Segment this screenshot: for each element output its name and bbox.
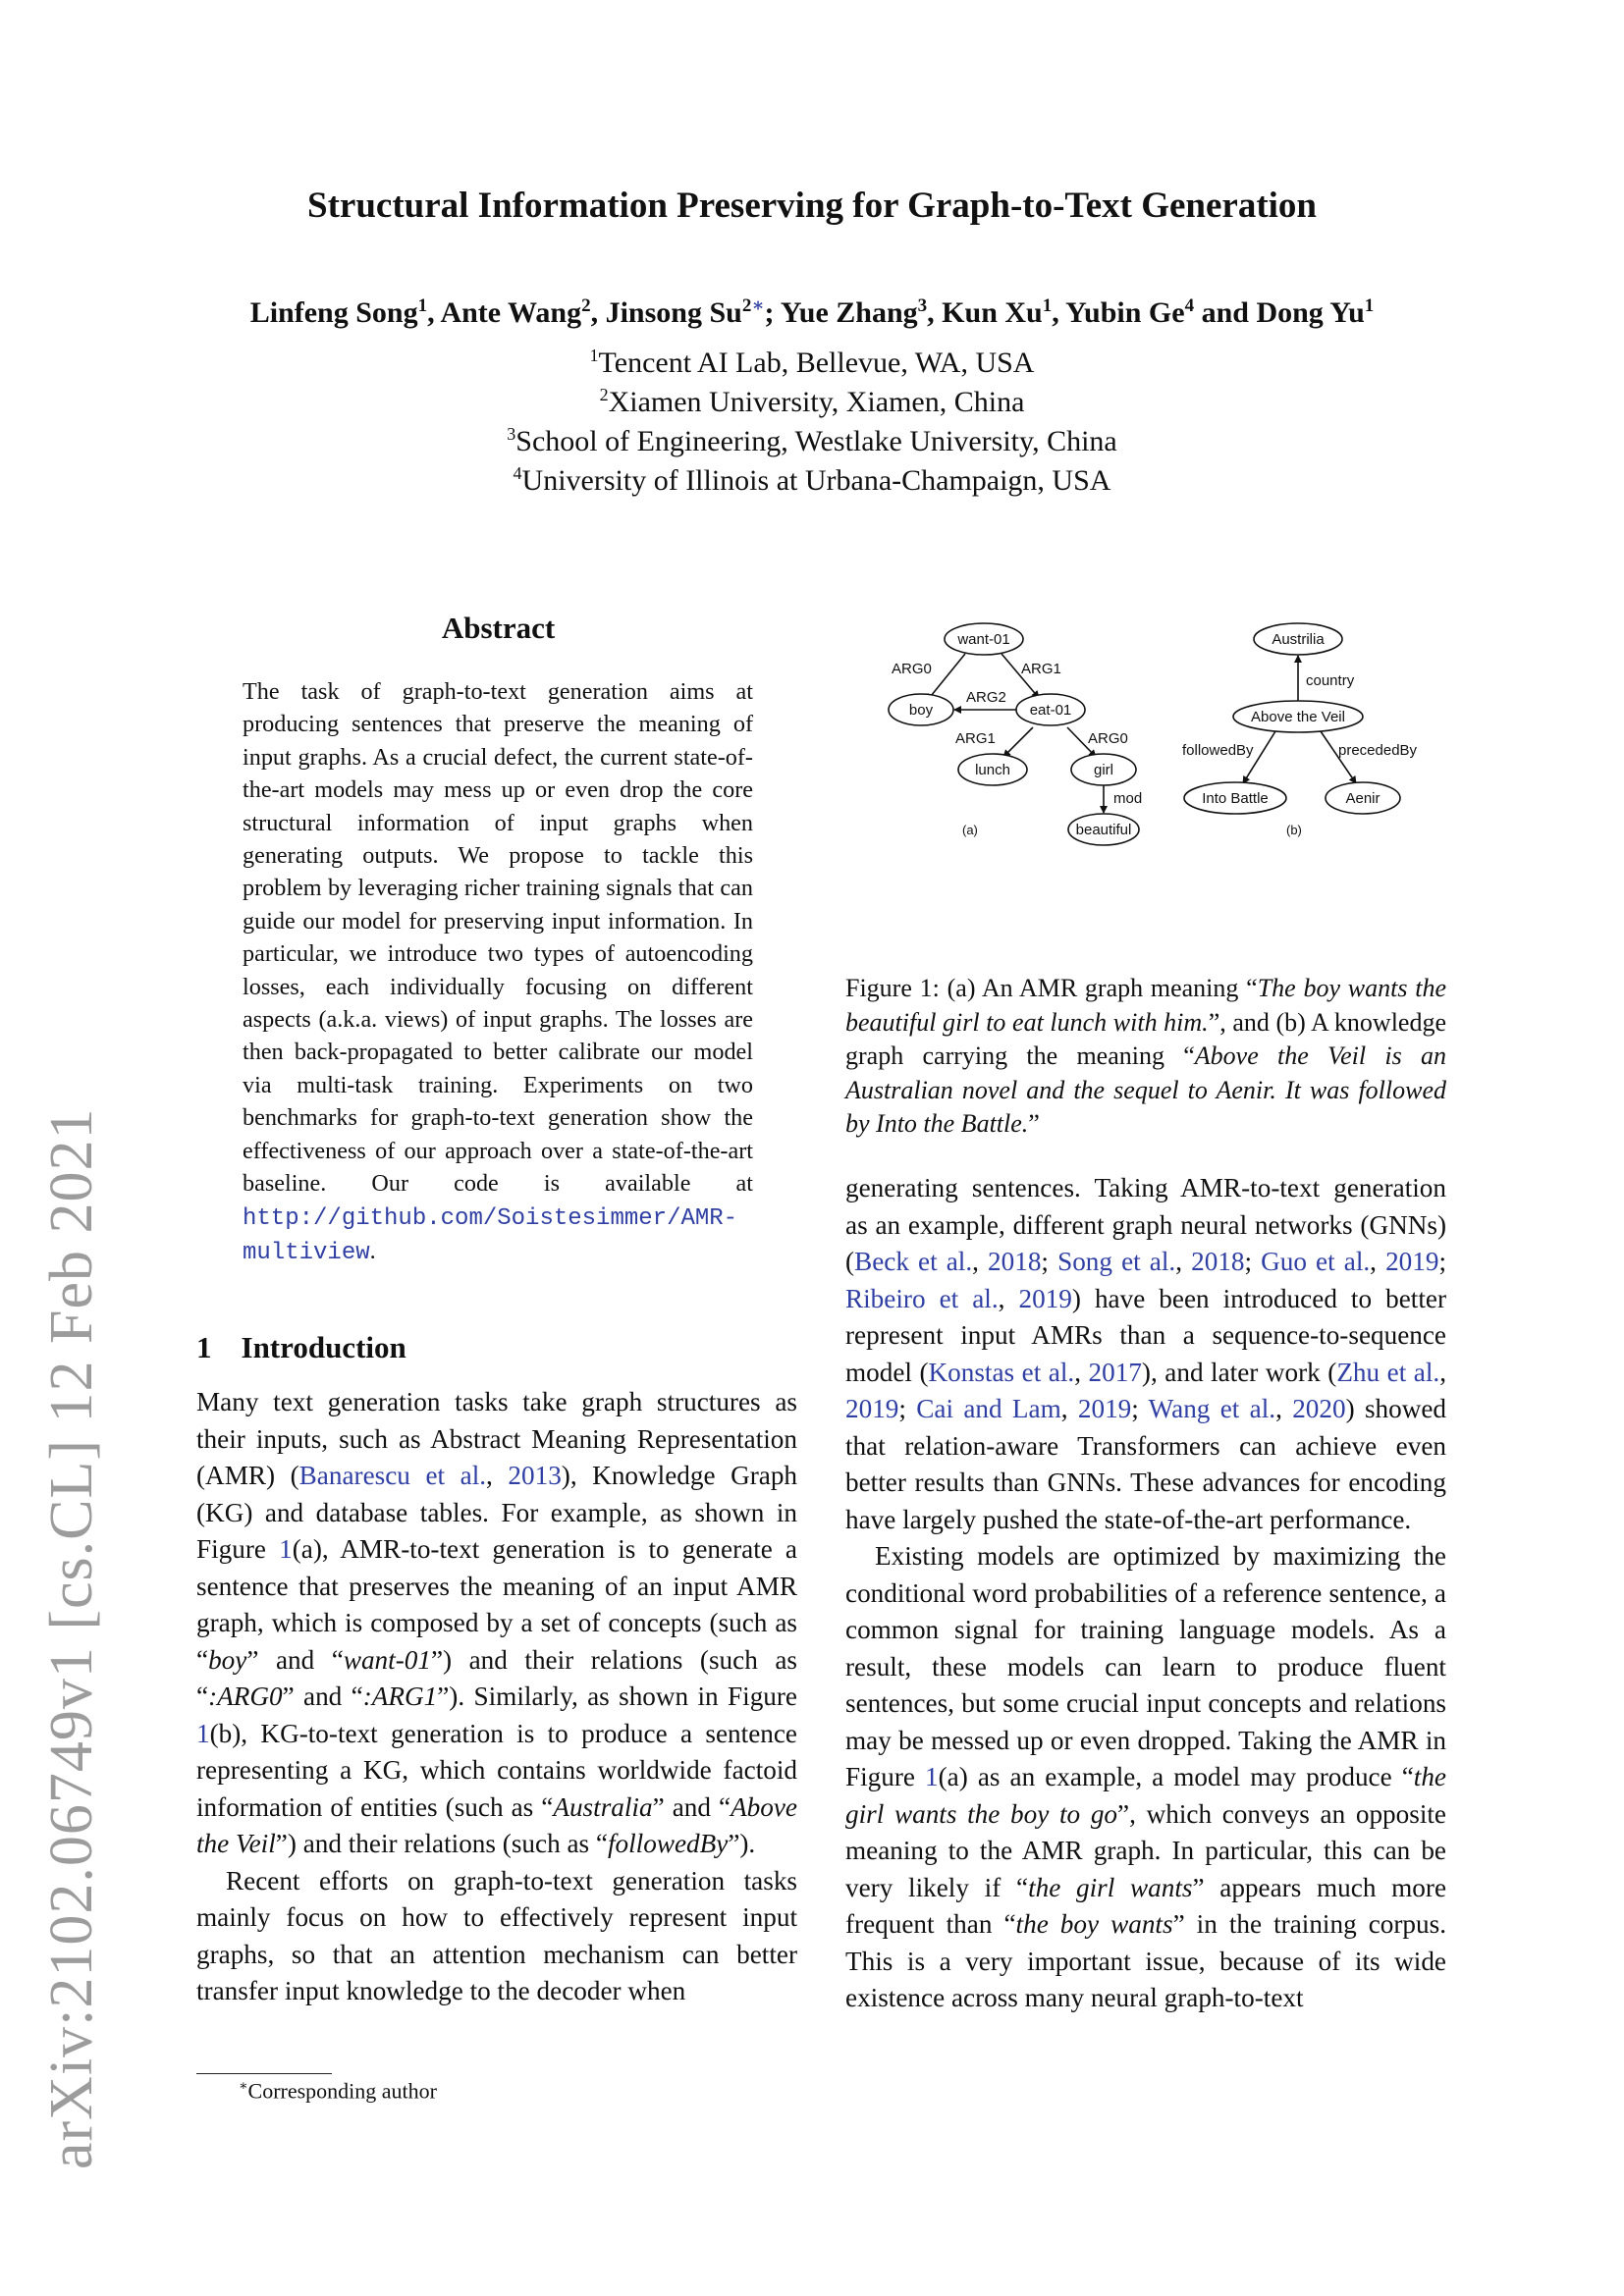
- author-name: Kun Xu: [942, 296, 1043, 329]
- text-run: Many text generation tasks take graph structures as their inputs, such as Abstract Meaning Representation (AMR) (: [196, 1387, 797, 1490]
- text-run: ”) and their relations (such as “: [196, 1644, 798, 1711]
- author-affiliation-mark: 2: [741, 295, 752, 316]
- citation-link[interactable]: 1: [925, 1762, 939, 1791]
- text-run: ) have been introduced to better represent input AMRs than a sequence-to-sequence model (: [845, 1283, 1447, 1387]
- author-name: Dong Yu: [1256, 296, 1365, 329]
- footnote-mark: ∗: [239, 2079, 248, 2094]
- affiliation-list: [0, 336, 1624, 497]
- citation-link[interactable]: 2018: [988, 1247, 1042, 1276]
- text-run: ” in the training corpus. This is a very important issue, because of its wide existence across many neural graph-to-text: [845, 1909, 1446, 2012]
- author-affiliation-mark: 1: [1364, 295, 1375, 316]
- text-run: Existing models are optimized by maximizing the conditional word probabilities of a reference sentence, a common signal for training language models. As a result, these models can learn to produce fluent sentences, but some crucial input concepts and relations may be messed up or even dropped. Taking the AMR in Figure: [845, 1541, 1446, 1791]
- text-run: ;: [1131, 1394, 1149, 1423]
- citation-link[interactable]: Zhu et al.: [1336, 1357, 1440, 1387]
- text-run: (b), KG-to-text generation is to produce a sentence representing a KG, which contains worldwide factoid information of entities (such as “: [196, 1718, 797, 1822]
- citation-link[interactable]: 2019: [1077, 1394, 1132, 1423]
- text-run: ), and later work (: [1141, 1357, 1337, 1387]
- text-run: ,: [486, 1461, 509, 1490]
- author-separator: ;: [764, 296, 781, 329]
- author-separator: ,: [927, 296, 943, 329]
- affiliation-text: Tencent AI Lab, Bellevue, WA, USA: [598, 347, 1035, 379]
- footnote-text: Corresponding author: [247, 2078, 437, 2104]
- text-run: ”, which conveys an opposite meaning to the AMR graph. In particular, this can be very likely if “: [845, 1798, 1447, 1902]
- affiliation: [0, 454, 1624, 497]
- citation-link[interactable]: 2019: [1385, 1247, 1439, 1276]
- node-label: lunch: [975, 762, 1010, 778]
- node-label: beautiful: [1075, 822, 1132, 838]
- text-run: ”) and their relations (such as “: [275, 1829, 608, 1858]
- text-run: (a) as an example, a model may produce “: [938, 1762, 1414, 1791]
- node-label: Austrilia: [1272, 631, 1325, 648]
- section-number: 1: [196, 1330, 212, 1364]
- citation-link[interactable]: Ribeiro et al.: [845, 1283, 999, 1313]
- section-title: Introduction: [241, 1330, 406, 1364]
- text-run: Figure 1: (a) An AMR graph meaning “: [845, 974, 1258, 1002]
- italic-term: want-01: [343, 1644, 431, 1675]
- citation-link[interactable]: 2019: [845, 1394, 899, 1423]
- text-run: ;: [1041, 1247, 1058, 1276]
- affiliation-number: 2: [599, 385, 609, 404]
- affiliation-text: Xiamen University, Xiamen, China: [608, 386, 1025, 418]
- italic-term: followedBy: [607, 1829, 729, 1858]
- italic-term: the girl wants the boy to go: [845, 1762, 1446, 1829]
- edge-label: country: [1306, 672, 1355, 689]
- figure-1: [842, 609, 1451, 952]
- author-name: Linfeng Song: [249, 296, 418, 329]
- edge-label: ARG1: [1021, 661, 1061, 677]
- node-label: girl: [1093, 762, 1114, 778]
- text-run: ) showed that relation-aware Transformers can achieve even better results than GNNs. These advances for encoding have largely pushed the state-of-the-art performance.: [845, 1394, 1447, 1534]
- node-label: Into Battle: [1202, 790, 1269, 807]
- affiliation-text: School of Engineering, Westlake University, China: [515, 425, 1117, 457]
- author-separator: ,: [1052, 296, 1066, 329]
- citation-link[interactable]: 1: [279, 1534, 293, 1564]
- footnote-rule: [196, 2073, 332, 2074]
- author-separator: ,: [427, 296, 441, 329]
- abstract-body: [243, 675, 753, 1269]
- subfigure-label: (b): [1286, 823, 1302, 837]
- edge-label: mod: [1113, 790, 1143, 807]
- author-affiliation-mark: 3: [917, 295, 928, 316]
- affiliation: [0, 336, 1624, 379]
- text-run: ”: [1028, 1109, 1040, 1139]
- abstract-text: The task of graph-to-text generation aims at producing sentences that preserve the meaning of input graphs. As a crucial defect, the current state-of-the-art models may mess up or even drop the core structural information of input graphs when generating outputs. We propose to tackle this problem by leveraging richer training signals that can guide our model for preserving input information. In particular, we introduce two types of autoencoding losses, each individually focusing on different aspects (a.k.a. views) of input graphs. The losses are then back-propagated to better calibrate our model via multi-task training. Experiments on two benchmarks for graph-to-text generation show the effectiveness of our approach over a state-of-the-art baseline. Our code is available at: [243, 678, 753, 1198]
- text-run: ”, and (b) A knowledge graph carrying the meaning “: [845, 1007, 1446, 1071]
- paragraph: [196, 1384, 797, 1863]
- text-run: ”).: [728, 1829, 756, 1858]
- edge-label: ARG0: [1088, 730, 1128, 747]
- abstract-end: .: [369, 1237, 376, 1264]
- italic-term: :ARG1: [362, 1682, 438, 1711]
- footnote: [239, 2078, 437, 2104]
- abstract-heading: Abstract: [441, 611, 556, 645]
- node-label: eat-01: [1029, 702, 1072, 719]
- text-run: ,: [1175, 1247, 1192, 1276]
- edge-label: ARG1: [955, 730, 996, 747]
- author-affiliation-mark: 4: [1184, 295, 1195, 316]
- citation-link[interactable]: Konstas et al.: [928, 1357, 1075, 1387]
- author-name: Yubin Ge: [1065, 296, 1185, 329]
- citation-link[interactable]: 1: [196, 1718, 210, 1748]
- text-run: ,: [972, 1247, 989, 1276]
- text-run: ” and “: [282, 1682, 363, 1711]
- edge-label: ARG0: [892, 661, 932, 677]
- affiliation-number: 1: [589, 346, 599, 365]
- italic-term: Australia: [553, 1791, 653, 1822]
- text-run: ), Knowledge Graph (KG) and database tables. For example, as shown in Figure: [196, 1461, 798, 1564]
- affiliation: [0, 375, 1624, 418]
- node-label: Aenir: [1345, 790, 1380, 807]
- left-column-text: [196, 1384, 797, 2010]
- paragraph: [845, 1170, 1446, 1538]
- text-run: ,: [1074, 1357, 1089, 1387]
- node-label: want-01: [957, 631, 1010, 648]
- text-run: ” and “: [246, 1644, 344, 1675]
- arxiv-side-stamp: arXiv:2102.06749v1 [cs.CL] 12 Feb 2021: [38, 1107, 105, 2169]
- text-run: (a), AMR-to-text generation is to generate a sentence that preserves the meaning of an input AMR graph, which is composed by a set of concepts (such as “: [196, 1534, 797, 1675]
- section-heading-introduction: [196, 1330, 406, 1365]
- citation-link[interactable]: Banarescu et al.: [298, 1461, 487, 1490]
- citation-link[interactable]: 2013: [508, 1461, 562, 1490]
- edge-arg0: [927, 654, 965, 701]
- italic-term: Above the Veil is an Australian novel and the sequel to Aenir. It was followed by Into the Battle.: [845, 1041, 1446, 1139]
- node-label: boy: [908, 702, 934, 719]
- text-run: ;: [1244, 1247, 1262, 1276]
- affiliation-text: University of Illinois at Urbana-Champaign, USA: [521, 464, 1111, 497]
- figure-1-caption: [845, 972, 1446, 1142]
- affiliation-number: 3: [507, 424, 516, 444]
- code-link[interactable]: http://github.com/Soistesimmer/AMR-multiview: [243, 1204, 738, 1266]
- text-run: ” and “: [652, 1791, 731, 1822]
- node-label: Above the Veil: [1251, 709, 1345, 725]
- citation-link[interactable]: 2017: [1088, 1357, 1142, 1387]
- author-affiliation-mark: 2: [581, 295, 591, 316]
- paragraph: [196, 1863, 797, 2010]
- italic-term: :ARG0: [208, 1682, 283, 1711]
- text-run: ,: [1060, 1394, 1078, 1423]
- citation-link[interactable]: Song et al.: [1057, 1247, 1176, 1276]
- author-name: Ante Wang: [440, 296, 582, 329]
- text-run: ,: [1439, 1357, 1446, 1387]
- subfigure-label: (a): [962, 823, 978, 837]
- italic-term: the boy wants: [1015, 1909, 1173, 1939]
- citation-link[interactable]: Guo et al.: [1261, 1247, 1371, 1276]
- author-list: [0, 294, 1624, 330]
- text-run: ,: [998, 1283, 1019, 1313]
- italic-term: the girl wants: [1028, 1872, 1193, 1902]
- affiliation-number: 4: [513, 463, 522, 483]
- edge-label: precededBy: [1338, 742, 1418, 759]
- text-run: generating sentences. Taking AMR-to-text generation as an example, different graph neural networks (GNNs) (: [845, 1173, 1446, 1276]
- text-run: ”). Similarly, as shown in Figure: [437, 1682, 797, 1711]
- text-run: ;: [1438, 1247, 1446, 1276]
- affiliation: [0, 414, 1624, 457]
- figure-1-graphs: [842, 609, 1451, 952]
- citation-link[interactable]: Cai and Lam: [916, 1394, 1061, 1423]
- edge-arg1-lunch: [1003, 727, 1033, 757]
- paragraph: [845, 1538, 1446, 2017]
- right-column-text: [845, 1170, 1446, 2017]
- author-separator: and: [1194, 296, 1257, 329]
- paper-title: Structural Information Preserving for Graph-to-Text Generation: [307, 186, 1317, 226]
- text-run: ” appears much more frequent than “: [845, 1872, 1447, 1939]
- text-run: ;: [898, 1394, 917, 1423]
- text-run: ,: [1275, 1394, 1293, 1423]
- corresponding-author-mark[interactable]: ∗: [751, 295, 765, 316]
- citation-link[interactable]: 2020: [1292, 1394, 1346, 1423]
- edge-label: ARG2: [966, 689, 1006, 706]
- author-separator: ,: [590, 296, 606, 329]
- italic-term: The boy wants the beautiful girl to eat lunch with him.: [845, 974, 1446, 1037]
- edge-label: followedBy: [1182, 742, 1254, 759]
- citation-link[interactable]: 2018: [1191, 1247, 1245, 1276]
- author-affiliation-mark: 1: [417, 295, 428, 316]
- text-run: ,: [1370, 1247, 1386, 1276]
- citation-link[interactable]: Beck et al.: [854, 1247, 973, 1276]
- text-run: Recent efforts on graph-to-text generation tasks mainly focus on how to effectively represent input graphs, so that an attention mechanism can better transfer input knowledge to the decoder when: [196, 1865, 797, 2005]
- citation-link[interactable]: 2019: [1018, 1283, 1072, 1313]
- citation-link[interactable]: Wang et al.: [1148, 1394, 1276, 1423]
- author-name: Yue Zhang: [780, 296, 918, 329]
- italic-term: boy: [208, 1644, 247, 1675]
- author-name: Jinsong Su: [605, 296, 742, 329]
- italic-term: Above the Veil: [196, 1791, 797, 1858]
- author-affiliation-mark: 1: [1042, 295, 1053, 316]
